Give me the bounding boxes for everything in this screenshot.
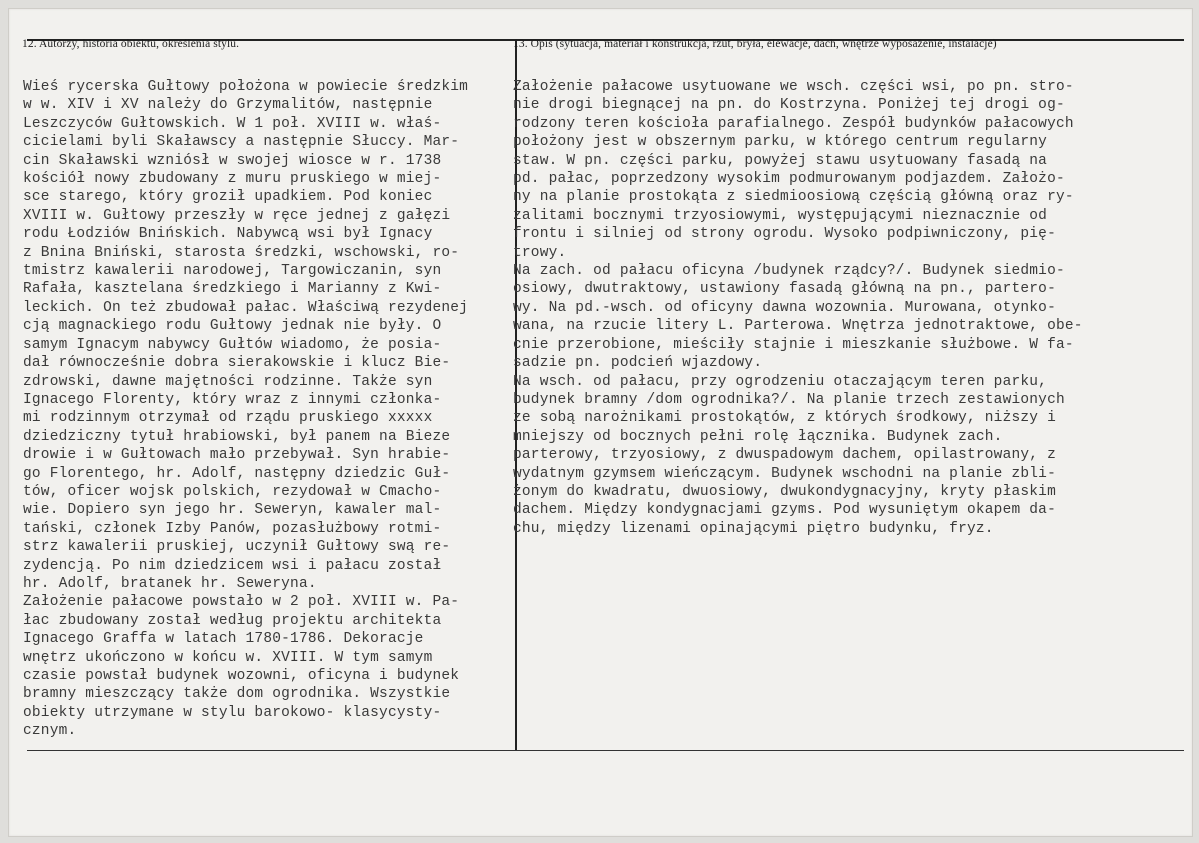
text-line: osiowy, dwutraktowy, ustawiony fasadą główną na pn., partero- (513, 281, 1056, 298)
text-line: bramny mieszczący także dom ogrodnika. Wszystkie (23, 686, 451, 703)
text-line: tański, członek Izby Panów, pozasłużbowy rotmi- (23, 520, 442, 537)
text-line: parterowy, trzyosiowy, z dwuspadowym dachem, opilastrowany, z (513, 447, 1056, 464)
text-line: położony jest w obszernym parku, w którego centrum regularny (513, 134, 1048, 151)
text-line: mi rodzinnym otrzymał od rządu pruskiego xxxxx (23, 410, 433, 427)
text-line: obiekty utrzymane w stylu barokowo- klasycysty- (23, 704, 442, 721)
text-line: leckich. On też zbudował pałac. Właściwą rezydenej (23, 299, 469, 316)
text-line: dał równocześnie dobra sierakowskie i klucz Bie- (23, 355, 451, 372)
text-line: frontu i silniej od strony ogrodu. Wysoko podpiwniczony, pię- (513, 226, 1056, 243)
text-line: ny na planie prostokąta z siedmioosiową częścią główną oraz ry- (513, 189, 1074, 206)
text-line: Rafała, kasztelana średzkiego i Marianny z Kwi- (23, 281, 442, 298)
text-line: Założenie pałacowe powstało w 2 poł. XVIII w. Pa- (23, 594, 460, 611)
text-line: dziedziczny tytuł hrabiowski, był panem na Bieze (23, 428, 451, 445)
text-line: cnie przerobione, mieściły stajnie i mieszkanie służbowe. W fa- (513, 336, 1074, 353)
text-line: zdrowski, dawne majętności rodzinne. Także syn (23, 373, 433, 390)
text-line: nie drogi biegnącej na pn. do Kostrzyna. Poniżej tej drogi og- (513, 97, 1065, 114)
text-line: rodu Łodziów Bnińskich. Nabywcą wsi był Ignacy (23, 226, 433, 243)
text-line: łac zbudowany został według projektu architekta (23, 612, 442, 629)
text-line: tów, oficer wojsk polskich, rezydował w Cmacho- (23, 483, 442, 500)
text-line: tmistrz kawalerii narodowej, Targowiczanin, syn (23, 263, 442, 280)
text-line: samym Ignacym nabywcy Gułtów wiadomo, że posia- (23, 336, 442, 353)
text-line: Na zach. od pałacu oficyna /budynek rządcy?/. Budynek siedmio- (513, 263, 1065, 280)
text-line: sce starego, który groził upadkiem. Pod koniec (23, 189, 433, 206)
text-line: cin Skaławski wzniósł w swojej wiosce w r. 1738 (23, 152, 442, 169)
text-line: wydatnym gzymsem wieńczącym. Budynek wschodni na planie zbli- (513, 465, 1056, 482)
text-line: rodzony teren kościoła parafialnego. Zespół budynków pałacowych (513, 115, 1074, 132)
text-line: Wieś rycerska Gułtowy położona w powiecie średzkim (23, 79, 469, 95)
text-line: kościół nowy zbudowany z muru pruskiego w miej- (23, 171, 442, 188)
section-13-title: 13. Opis (sytuacja, materiał i konstrukcja, rzut, bryła, elewacje, dach, wnętrze wyposażenie, instalacje) (513, 38, 997, 50)
text-line: sadzie pn. podcień wjazdowy. (513, 355, 763, 372)
text-line: dachem. Między kondygnacjami gzyms. Pod wysuniętym okapem da- (513, 502, 1056, 519)
text-line: go Florentego, hr. Adolf, następny dziedzic Guł- (23, 465, 451, 482)
text-line: mniejszy od bocznych pełni rolę łącznika. Budynek zach. (513, 428, 1003, 445)
text-line: pd. pałac, poprzedzony wysokim podmurowanym podjazdem. Założo- (513, 171, 1065, 188)
text-line: żonym do kwadratu, dwuosiowy, dwukondygnacyjny, kryty płaskim (513, 483, 1056, 500)
history-text-block (23, 78, 508, 741)
text-line: z Bnina Bniński, starosta średzki, wschowski, ro- (23, 244, 460, 261)
text-line: wy. Na pd.-wsch. od oficyny dawna wozownia. Murowana, otynko- (513, 299, 1056, 316)
bottom-rule (27, 750, 1184, 751)
text-line: drowie i w Gułtowach mało przebywał. Syn hrabie- (23, 447, 451, 464)
section-12-title: 12. Autorzy, historia obiektu, określenia stylu. (22, 38, 240, 50)
text-line: Leszczyców Gułtowskich. W 1 poł. XVIII w. właś- (23, 115, 442, 132)
text-line: cją magnackiego rodu Gułtowy jednak nie były. O (23, 318, 442, 335)
text-line: zydencją. Po nim dziedzicem wsi i pałacu został (23, 557, 442, 574)
text-line: Ignacego Graffa w latach 1780-1786. Dekoracje (23, 631, 424, 648)
text-line: Założenie pałacowe usytuowane we wsch. części wsi, po pn. stro- (513, 79, 1074, 95)
text-line: hr. Adolf, bratanek hr. Seweryna. (23, 575, 317, 592)
text-line: trowy. (513, 244, 567, 261)
text-line: wana, na rzucie litery L. Parterowa. Wnętrza jednotraktowe, obe- (513, 318, 1083, 335)
text-line: strz kawalerii pruskiej, uczynił Gułtowy swą re- (23, 539, 451, 556)
text-line: budynek bramny /dom ogrodnika?/. Na planie trzech zestawionych (513, 391, 1065, 408)
text-line: XVIII w. Gułtowy przeszły w ręce jednej z gałęzi (23, 207, 451, 224)
text-line: czasie powstał budynek wozowni, oficyna i budynek (23, 668, 460, 684)
description-text-block (513, 78, 1173, 538)
text-line: cznym. (23, 723, 77, 740)
text-line: Na wsch. od pałacu, przy ogrodzeniu otaczającym teren parku, (513, 373, 1048, 390)
text-line: staw. W pn. części parku, powyżej stawu usytuowany fasadą na (513, 152, 1048, 169)
text-line: Ignacego Florenty, który wraz z innymi członka- (23, 391, 442, 408)
text-line: cicielami byli Skaławscy a następnie Słuccy. Mar- (23, 134, 460, 151)
text-line: w w. XIV i XV należy do Grzymalitów, następnie (23, 97, 433, 114)
text-line: ze sobą narożnikami prostokątów, z których środkowy, niższy i (513, 410, 1056, 427)
text-line: wnętrz ukończono w końcu w. XVIII. W tym samym (23, 649, 433, 666)
text-line: chu, między lizenami opinającymi piętro budynku, fryz. (513, 520, 994, 537)
text-line: zalitami bocznymi trzyosiowymi, występującymi nieznacznie od (513, 207, 1048, 224)
text-line: wie. Dopiero syn jego hr. Seweryn, kawaler mal- (23, 502, 442, 519)
